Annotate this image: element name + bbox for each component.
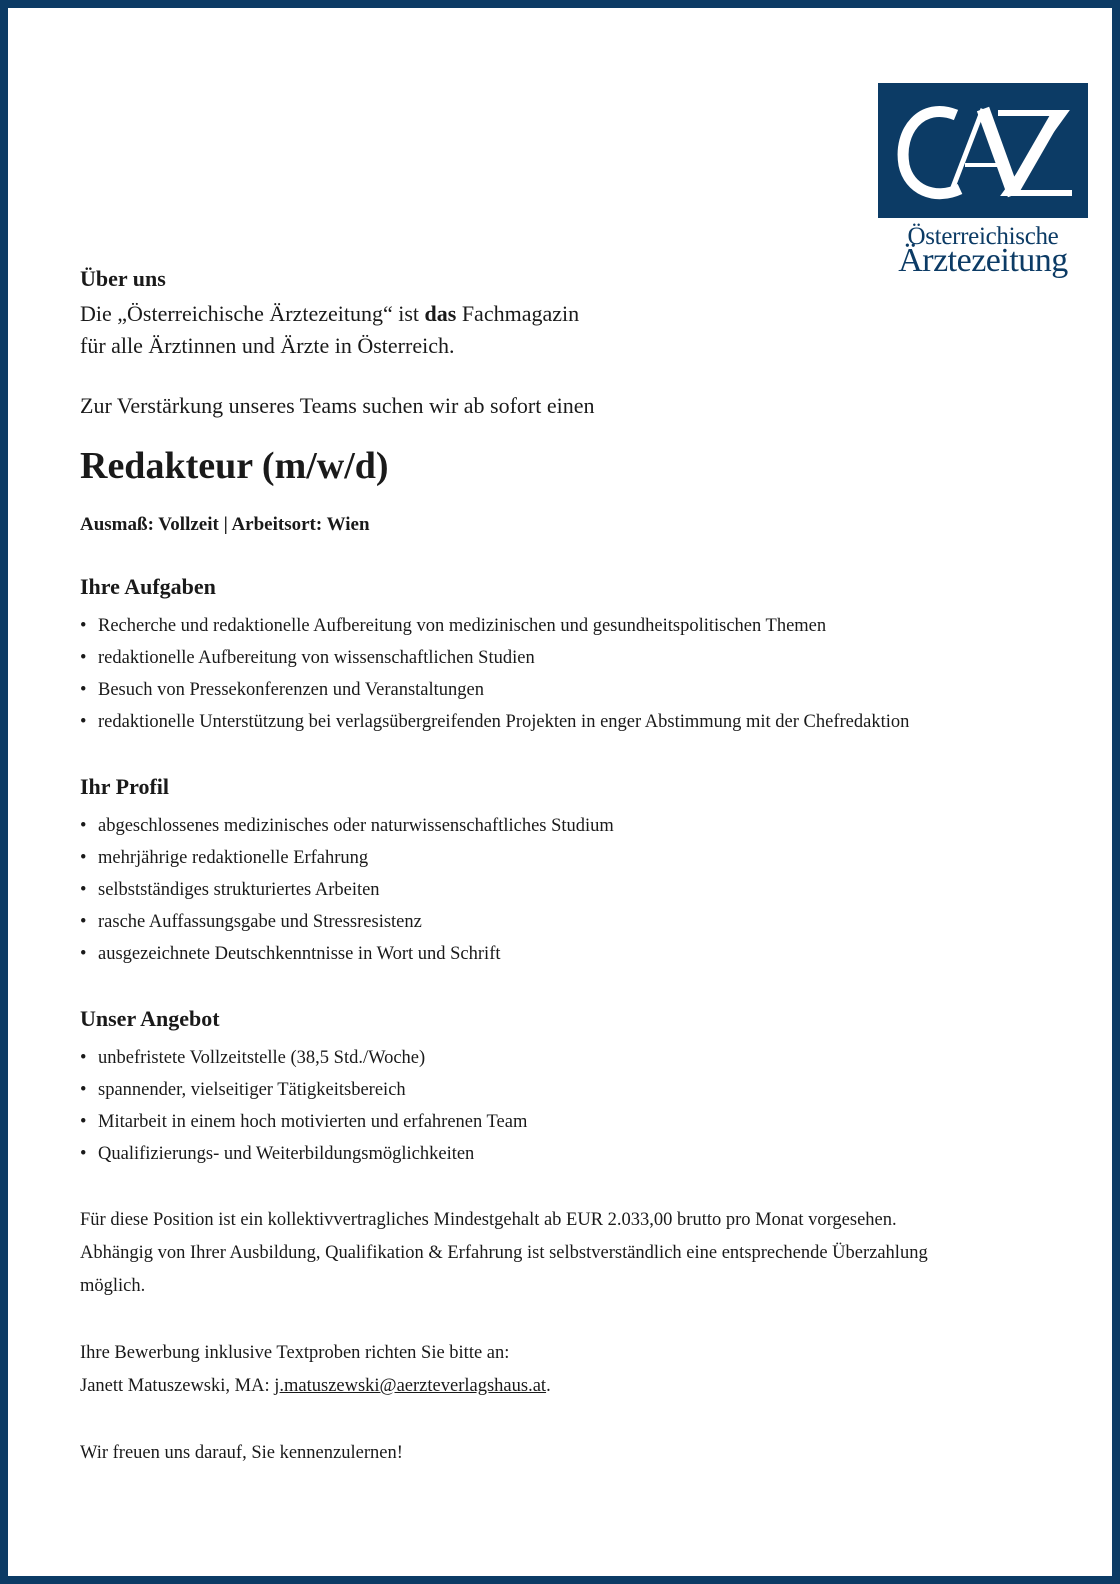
bullet-icon: • [80, 712, 87, 732]
bullet-icon: • [80, 1144, 87, 1164]
salary-paragraph [80, 1204, 1040, 1303]
bullet-icon: • [80, 880, 87, 900]
application-line-1: Ihre Bewerbung inklusive Textproben richten Sie bitte an: [80, 1343, 510, 1363]
list-item [80, 906, 1040, 938]
profile-title: Ihr Profil [80, 774, 170, 799]
bullet-icon: • [80, 848, 87, 868]
about-line1-part2: Fachmagazin [456, 301, 580, 326]
list-item-text: Recherche und redaktionelle Aufbereitung von medizinischen und gesundheitspolitischen Themen [98, 616, 827, 636]
offer-list [80, 1042, 1040, 1170]
list-item [80, 1106, 1040, 1138]
about-line1-bold: das [424, 301, 457, 326]
list-item [80, 610, 1040, 642]
bullet-icon: • [80, 816, 87, 836]
salary-line-3: möglich. [80, 1276, 146, 1296]
list-item [80, 874, 1040, 906]
bullet-icon: • [80, 1080, 87, 1100]
list-item [80, 1138, 1040, 1170]
tasks-title: Ihre Aufgaben [80, 574, 216, 599]
application-paragraph [80, 1337, 1040, 1403]
list-item-text: redaktionelle Unterstützung bei verlagsübergreifenden Projekten in enger Abstimmung mit der Chefredaktion [98, 712, 910, 732]
posting-content [80, 264, 1040, 1470]
list-item [80, 810, 1040, 842]
intro-text: Zur Verstärkung unseres Teams suchen wir ab sofort einen [80, 393, 595, 418]
list-item [80, 938, 1040, 970]
about-line2: für alle Ärztinnen und Ärzte in Österreich. [80, 333, 455, 358]
tasks-list [80, 610, 1040, 738]
list-item-text: selbstständiges strukturiertes Arbeiten [98, 880, 380, 900]
logo-line-1: Österreichische [907, 223, 1059, 250]
list-item-text: unbefristete Vollzeitstelle (38,5 Std./Woche) [98, 1048, 426, 1068]
bullet-icon: • [80, 648, 87, 668]
contact-email-link[interactable]: j.matuszewski@aerzteverlagshaus.at [274, 1376, 547, 1396]
about-title: Über uns [80, 266, 166, 291]
contact-prefix: Janett Matuszewski, MA: [80, 1376, 275, 1396]
bullet-icon: • [80, 680, 87, 700]
oeaz-logo [878, 83, 1088, 278]
salary-line-2: Abhängig von Ihrer Ausbildung, Qualifikation & Erfahrung ist selbstverständlich eine entsprechende Überzahlung [80, 1243, 928, 1263]
bullet-icon: • [80, 1112, 87, 1132]
list-item-text: Mitarbeit in einem hoch motivierten und erfahrenen Team [98, 1112, 528, 1132]
bullet-icon: • [80, 1048, 87, 1068]
bullet-icon: • [80, 616, 87, 636]
list-item-text: redaktionelle Aufbereitung von wissenschaftlichen Studien [98, 648, 535, 668]
profile-list [80, 810, 1040, 970]
bullet-icon: • [80, 944, 87, 964]
salary-line-1: Für diese Position ist ein kollektivvertragliches Mindestgehalt ab EUR 2.033,00 brutto pro Monat vorgesehen. [80, 1210, 897, 1230]
list-item [80, 706, 1040, 738]
list-item [80, 1042, 1040, 1074]
list-item-text: Besuch von Pressekonferenzen und Veranstaltungen [98, 680, 484, 700]
job-title: Redakteur (m/w/d) [80, 445, 389, 487]
list-item [80, 674, 1040, 706]
list-item-text: spannender, vielseitiger Tätigkeitsbereich [98, 1080, 406, 1100]
list-item [80, 1074, 1040, 1106]
logo-monogram-box [878, 83, 1088, 218]
closing-text: Wir freuen uns darauf, Sie kennenzulernen! [80, 1443, 403, 1463]
logo-line-2: Ärztezeitung [898, 242, 1068, 279]
contact-suffix: . [546, 1376, 551, 1396]
offer-title: Unser Angebot [80, 1006, 220, 1031]
about-text [80, 298, 1040, 362]
bullet-icon: • [80, 912, 87, 932]
list-item-text: Qualifizierungs- und Weiterbildungsmöglichkeiten [98, 1144, 475, 1164]
about-line1-part1: Die „Österreichische Ärztezeitung“ ist [80, 301, 425, 326]
list-item-text: mehrjährige redaktionelle Erfahrung [98, 848, 369, 868]
list-item [80, 842, 1040, 874]
list-item-text: ausgezeichnete Deutschkenntnisse in Wort und Schrift [98, 944, 501, 964]
list-item-text: abgeschlossenes medizinisches oder naturwissenschaftliches Studium [98, 816, 614, 836]
list-item [80, 642, 1040, 674]
logo-monogram-icon [878, 83, 1088, 218]
list-item-text: rasche Auffassungsgabe und Stressresistenz [98, 912, 422, 932]
job-meta: Ausmaß: Vollzeit | Arbeitsort: Wien [80, 514, 370, 535]
